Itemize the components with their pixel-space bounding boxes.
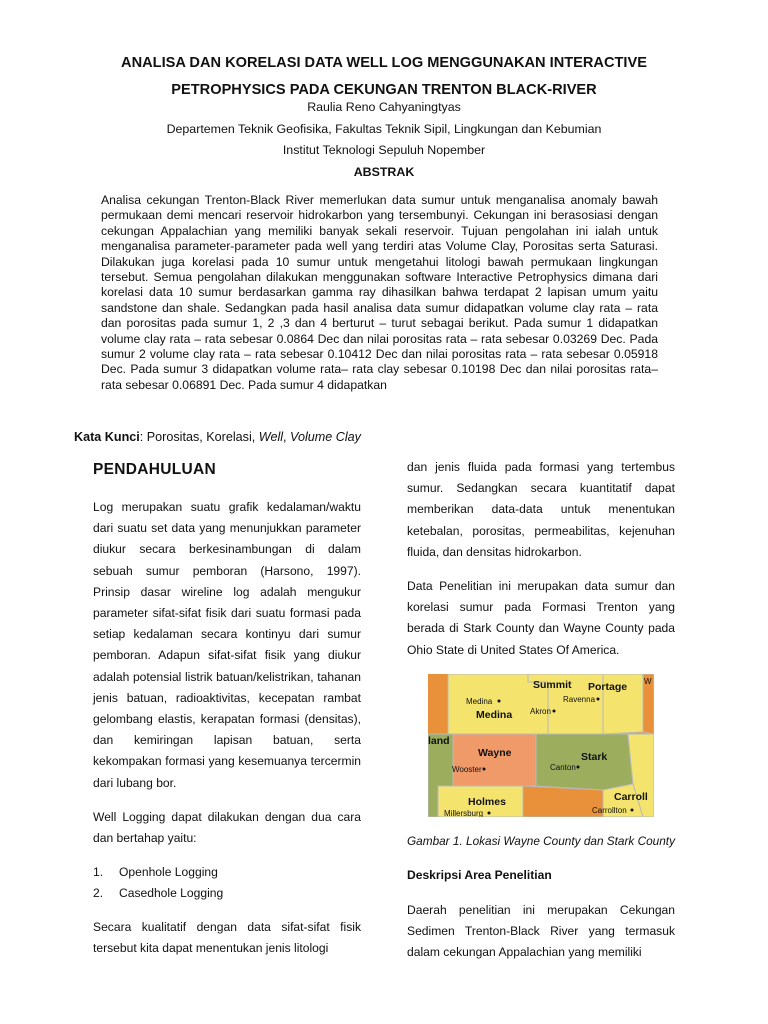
map-label-ravenna: Ravenna bbox=[563, 694, 596, 704]
county-location-map bbox=[428, 674, 654, 817]
paragraph-research-area: Daerah penelitian ini merupakan Cekungan Sedimen Trenton-Black River yang termasuk dalam cekungan Appalachian yang memiliki bbox=[407, 903, 675, 960]
keyword-volume-clay: Volume Clay bbox=[290, 430, 361, 444]
map-label-canton: Canton bbox=[550, 762, 576, 772]
map-label-carroll: Carroll bbox=[614, 790, 648, 803]
logging-list bbox=[93, 862, 361, 904]
map-label-wooster: Wooster bbox=[452, 764, 482, 774]
list-item: 2. Casedhole Logging bbox=[93, 886, 224, 901]
keywords-comma: , bbox=[283, 430, 291, 444]
paragraph-well-logging: Well Logging dapat dilakukan dengan dua cara dan bertahap yaitu: bbox=[93, 809, 361, 846]
affiliation-line-1: Departemen Teknik Geofisika, Fakultas Teknik Sipil, Lingkungan dan Kebumian bbox=[166, 122, 602, 136]
map-label-holmes: Holmes bbox=[468, 795, 506, 808]
affiliation-line-2: Institut Teknologi Sepuluh Nopember bbox=[282, 143, 486, 157]
author-name: Raulia Reno Cahyaningtyas bbox=[307, 100, 461, 114]
paragraph-research-data: Data Penelitian ini merupakan data sumur dan korelasi sumur pada Formasi Trenton yang berada di Stark County dan Wayne County pada Ohio State di United States Of America. bbox=[407, 579, 675, 657]
map-town-dot bbox=[553, 709, 556, 712]
map-town-dot bbox=[483, 767, 486, 770]
region-wayne-county bbox=[453, 734, 536, 786]
map-label-millersburg: Millersburg bbox=[444, 808, 484, 817]
map-town-dot bbox=[631, 808, 634, 811]
paragraph-fluid-types: dan jenis fluida pada formasi yang tertembus sumur. Sedangkan secara kuantitatif dapat memberikan data-data untuk menentukan ketebalan, porositas, permeabilitas, kejenuhan fluida, dan densitas hidrokarbon. bbox=[407, 460, 675, 559]
map-label-w: W bbox=[644, 676, 652, 686]
map-graphic bbox=[428, 674, 654, 817]
abstract-heading: ABSTRAK bbox=[353, 165, 415, 179]
paragraph-log-definition: Log merupakan suatu grafik kedalaman/waktu dari suatu set data yang menunjukkan parameter diukur secara berkesinambungan di dalam sebuah sumur pemboran (Harsono, 1997). Prinsip dasar wireline log adalah mengukur parameter sifat-sifat fisik dari suatu formasi pada setiap kedalaman secara kontinyu dari sumur pemboran. Adapun sifat-sifat fisik yang diukur adalah potensial listrik batuan/kelistrikan, tahanan jenis batuan, radioaktivitas, kecepatan rambat gelombang elastis, kerapatan formasi (densitas), dan kemiringan lapisan batuan, serta kekompakan formasi yang kesemuanya tercermin dari lubang bor. bbox=[93, 500, 361, 790]
map-label-medina-town: Medina bbox=[466, 696, 493, 706]
figure-caption: Gambar 1. Lokasi Wayne County dan Stark County bbox=[407, 833, 675, 848]
title-line-1: ANALISA DAN KORELASI DATA WELL LOG MENGGUNAKAN INTERACTIVE bbox=[121, 55, 647, 71]
title-line-2: PETROPHYSICS PADA CEKUNGAN TRENTON BLACK-RIVER bbox=[171, 82, 597, 98]
paragraph-qualitative: Secara kualitatif dengan data sifat-sifat fisik tersebut kita dapat menentukan jenis litologi bbox=[93, 920, 361, 956]
keywords bbox=[74, 430, 361, 444]
map-label-land: land bbox=[428, 734, 450, 747]
map-label-wayne: Wayne bbox=[478, 746, 512, 759]
keywords-plain: Porositas, Korelasi, bbox=[146, 430, 259, 444]
map-label-portage: Portage bbox=[588, 680, 628, 693]
map-label-stark: Stark bbox=[581, 750, 608, 763]
map-town-dot bbox=[597, 697, 600, 700]
paper-title bbox=[60, 50, 708, 104]
keyword-well: Well bbox=[258, 430, 284, 444]
abstract-body: Analisa cekungan Trenton-Black River memerlukan data sumur untuk menganalisa anomaly bawah permukaan demi mencari reservoir hidrokarbon yang tersembunyi. Cekungan ini berasosiasi dengan cekungan Appalachian yang memiliki banyak sekali reservoir. Tujuan pengolahan ini ialah untuk menganalisa parameter-parameter pada well yang terdiri atas Volume Clay, Porositas serta Saturasi. Dilakukan juga korelasi pada 10 sumur untuk mengetahui litologi bawah permukaan lingkungan tersebut. Semua pengolahan dilakukan menggunakan software Interactive Petrophysics dimana dari korelasi data 10 sumur berdasarkan gamma ray dihasilkan bahwa terdapat 2 lapisan umum yaitu sandstone dan shale. Sedangkan pada hasil analisa data sumur didapatkan volume clay rata – rata dan porositas pada sumur 1, 2 ,3 dan 4 berturut – turut sebagai berikut. Pada sumur 1 didapatkan volume clay rata – rata sebesar 0.0864 Dec dan nilai porositas rata – rata sebesar 0.03269 Dec. Pada sumur 2 volume clay rata – rata sebesar 0.10412 Dec dan nilai porositas rata – rata sebesar 0.05918 Dec. Pada sumur 3 didapatkan volume rata– rata clay sebesar 0.10198 Dec dan nilai porositas rata–rata sebesar 0.06891 Dec. Pada sumur 4 didapatkan bbox=[101, 193, 658, 392]
map-label-akron: Akron bbox=[530, 706, 551, 716]
keywords-label: Kata Kunci bbox=[74, 430, 140, 444]
map-town-dot bbox=[498, 699, 501, 702]
region-tuscarawas-county bbox=[523, 786, 603, 817]
left-column bbox=[93, 457, 361, 973]
map-town-dot bbox=[577, 765, 580, 768]
map-town-dot bbox=[488, 811, 491, 814]
keywords-separator: : bbox=[139, 430, 147, 444]
map-label-medina: Medina bbox=[476, 708, 513, 721]
section-heading-pendahuluan: PENDAHULUAN bbox=[93, 461, 216, 478]
right-column bbox=[407, 457, 675, 977]
list-item: 1. Openhole Logging bbox=[93, 865, 218, 880]
subheading-research-area: Deskripsi Area Penelitian bbox=[407, 867, 552, 882]
map-label-carrollton: Carrollton bbox=[592, 805, 627, 815]
map-label-summit: Summit bbox=[533, 678, 572, 691]
